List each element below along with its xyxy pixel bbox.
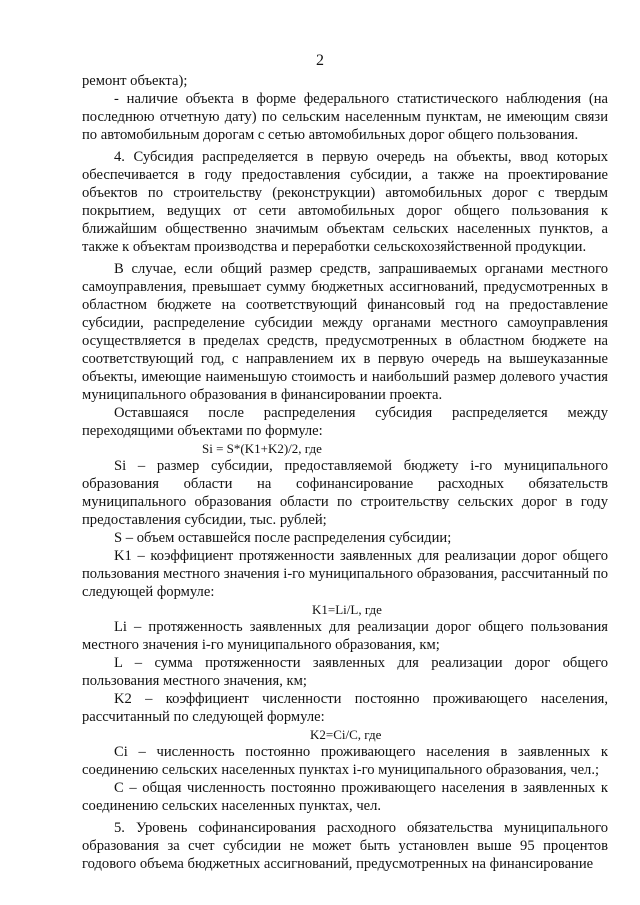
- paragraph-bullet-statistics: - наличие объекта в форме федерального статистического наблюдения (на последнюю отчетную дату) по сельским населенным пунктам, не имеющим связи по автомобильным дорогам с сетью автомобильных дорог общего пользования.: [82, 91, 608, 143]
- paragraph-s-definition: S – объем оставшейся после распределения субсидии;: [114, 530, 452, 546]
- document-body: [82, 72, 608, 873]
- paragraph-continuation: ремонт объекта);: [82, 73, 188, 89]
- paragraph-k2-definition: K2 – коэффициент численности постоянно проживающего населения, рассчитанный по следующей формуле:: [82, 691, 608, 725]
- formula-k1: K1=Li/L, где: [312, 602, 382, 617]
- paragraph-clause-4: 4. Субсидия распределяется в первую очередь на объекты, ввод которых обеспечивается в году предоставления субсидии, а также на проектирование объектов по строительству (реконструкции) автомобильных дорог с твердым покрытием, ведущих от сети автомобильных дорог общего пользования к ближайшим общественно значимым объектам сельских населенных пунктов, а также к объектам производства и переработки сельскохозяйственной продукции.: [82, 149, 608, 255]
- paragraph-l-definition: L – сумма протяженности заявленных для реализации дорог общего пользования местного значения, км;: [82, 655, 608, 689]
- paragraph-c-definition: C – общая численность постоянно проживающего населения в заявленных к соединению сельских населенных пунктах, чел.: [82, 780, 608, 814]
- paragraph-clause-5: 5. Уровень софинансирования расходного обязательства муниципального образования за счет субсидии не может быть установлен выше 95 процентов годового объема бюджетных ассигнований, предусмотренных на финансирование: [82, 820, 608, 872]
- paragraph-k1-definition: K1 – коэффициент протяженности заявленных для реализации дорог общего пользования местного значения i-го муниципального образования, рассчитанный по следующей формуле:: [82, 548, 608, 600]
- paragraph-si-definition: Si – размер субсидии, предоставляемой бюджету i-го муниципального образования области на софинансирование расходных обязательств муниципального образования области по строительству сельских дорог в году предоставления субсидии, тыс. рублей;: [82, 458, 608, 528]
- paragraph-remaining-subsidy: Оставшаяся после распределения субсидия распределяется между переходящими объектами по формуле:: [82, 405, 608, 439]
- page-number: 2: [316, 52, 324, 69]
- formula-k2: K2=Ci/C, где: [310, 727, 382, 742]
- paragraph-ci-definition: Ci – численность постоянно проживающего населения в заявленных к соединению сельских населенных пунктах i-го муниципального образования, чел.;: [82, 744, 608, 778]
- paragraph-li-definition: Li – протяженность заявленных для реализации дорог общего пользования местного значения i-го муниципального образования, км;: [82, 619, 608, 653]
- paragraph-distribution-case: В случае, если общий размер средств, запрашиваемых органами местного самоуправления, превышает сумму бюджетных ассигнований, предусмотренных в областном бюджете на соответствующий финансовый год на предоставление субсидии, распределение субсидии между органами местного самоуправления осуществляется в пределах средств, предусмотренных в областном бюджете на соответствующий год, с направлением их в первую очередь на вышеуказанные объекты, имеющие наименьшую стоимость и наибольший размер долевого участия муниципального образования в финансировании проекта.: [82, 261, 608, 403]
- formula-si: Si = S*(K1+K2)/2, где: [202, 441, 322, 456]
